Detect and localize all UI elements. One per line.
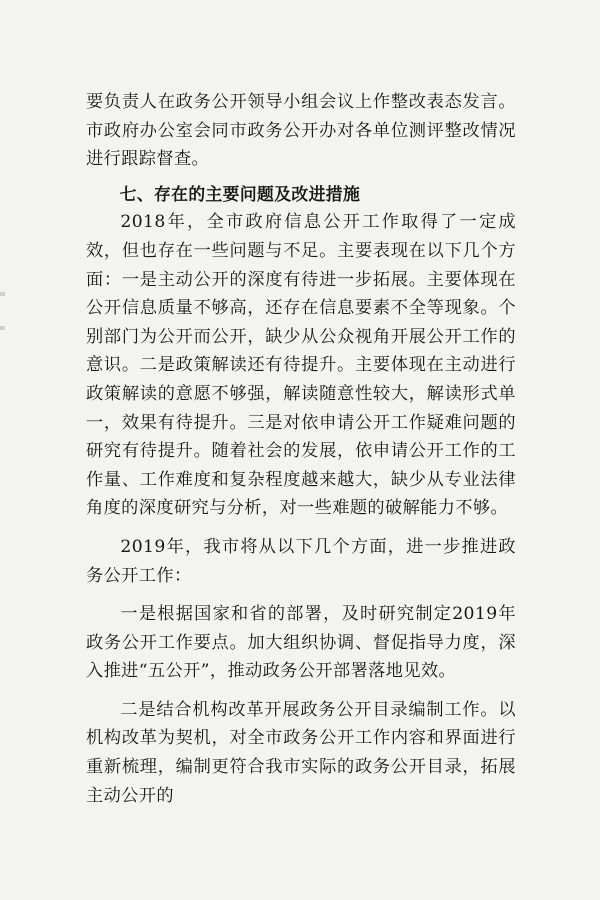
paragraph-continuation: 要负责人在政务公开领导小组会议上作整改表态发言。市政府办公室会同市政务公开办对各单位测评整改情况进行跟踪督查。 (86, 92, 516, 170)
document-body (86, 88, 516, 810)
scan-edge-mark (0, 326, 5, 330)
paragraph-problems: 2018年，全市政府信息公开工作取得了一定成效，但也存在一些问题与不足。主要表现在以下几个方面：一是主动公开的深度有待进一步拓展。主要体现在公开信息质量不够高，还存在信息要素不全等现象。个别部门为公开而公开，缺少从公众视角开展公开工作的意识。二是政策解读还有待提升。主要体现在主动进行政策解读的意愿不够强，解读随意性较大，解读形式单一，效果有待提升。三是对依申请公开工作疑难问题的研究有待提升。随着社会的发展，依申请公开工作的工作量、工作难度和复杂程度越来越大，缺少从专业法律角度的深度研究与分析，对一些难题的破解能力不够。 (86, 212, 516, 519)
paragraph-measure-two: 二是结合机构改革开展政务公开目录编制工作。以机构改革为契机，对全市政务公开工作内容和界面进行重新梳理，编制更符合我市实际的政务公开目录，拓展主动公开的 (86, 699, 516, 806)
paragraph-2019-intro: 2019年，我市将从以下几个方面，进一步推进政务公开工作： (86, 536, 516, 586)
section-heading: 七、存在的主要问题及改进措施 (119, 183, 361, 204)
scan-edge-mark (0, 292, 5, 296)
paragraph-measure-one: 一是根据国家和省的部署，及时研究制定2019年政务公开工作要点。加大组织协调、督促指导力度，深入推进“五公开”，推动政务公开部署落地见效。 (86, 604, 516, 682)
